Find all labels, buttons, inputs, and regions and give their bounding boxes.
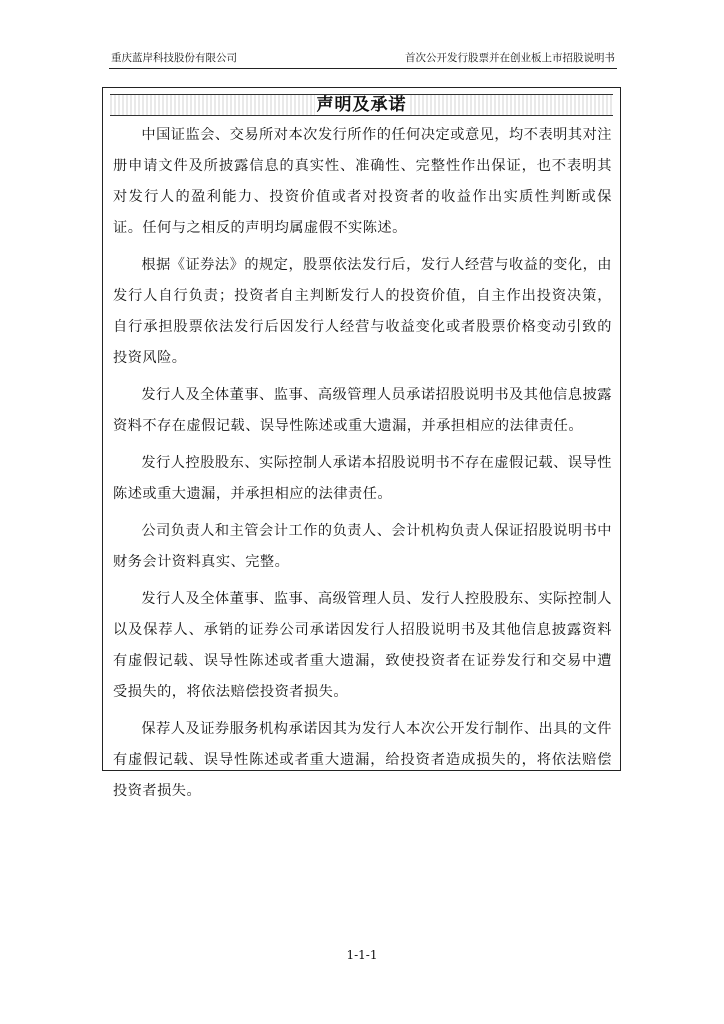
declaration-body — [113, 120, 612, 813]
company-name: 重庆蓝岸科技股份有限公司 — [111, 52, 237, 64]
paragraph: 中国证监会、交易所对本次发行所作的任何决定或意见，均不表明其对注册申请文件及所披露信息的真实性、准确性、完整性作出保证，也不表明其对发行人的盈利能力、投资价值或者对投资者的收益作出实质性判断或保证。任何与之相反的声明均属虚假不实陈述。 — [113, 127, 612, 236]
paragraph: 公司负责人和主管会计工作的负责人、会计机构负责人保证招股说明书中财务会计资料真实、完整。 — [113, 523, 612, 570]
paragraph: 保荐人及证券服务机构承诺因其为发行人本次公开发行制作、出具的文件有虚假记载、误导性陈述或者重大遗漏，给投资者造成损失的，将依法赔偿投资者损失。 — [113, 721, 612, 799]
paragraph: 发行人控股股东、实际控制人承诺本招股说明书不存在虚假记载、误导性陈述或重大遗漏，并承担相应的法律责任。 — [113, 455, 612, 502]
page-number: 1-1-1 — [346, 948, 378, 962]
paragraph: 发行人及全体董事、监事、高级管理人员承诺招股说明书及其他信息披露资料不存在虚假记载、误导性陈述或重大遗漏，并承担相应的法律责任。 — [113, 387, 612, 434]
paragraph: 发行人及全体董事、监事、高级管理人员、发行人控股股东、实际控制人以及保荐人、承销的证券公司承诺因发行人招股说明书及其他信息披露资料有虚假记载、误导性陈述或者重大遗漏，致使投资者在证券发行和交易中遭受损失的，将依法赔偿投资者损失。 — [113, 591, 612, 700]
declaration-box — [102, 87, 621, 799]
section-title-bar — [110, 94, 613, 116]
document-title: 首次公开发行股票并在创业板上市招股说明书 — [405, 52, 615, 64]
running-header — [109, 50, 617, 69]
section-title: 声明及承诺 — [316, 95, 407, 115]
paragraph: 根据《证券法》的规定，股票依法发行后，发行人经营与收益的变化，由发行人自行负责；投资者自主判断发行人的投资价值，自主作出投资决策，自行承担股票依法发行后因发行人经营与收益变化或者股票价格变动引致的投资风险。 — [113, 257, 612, 366]
